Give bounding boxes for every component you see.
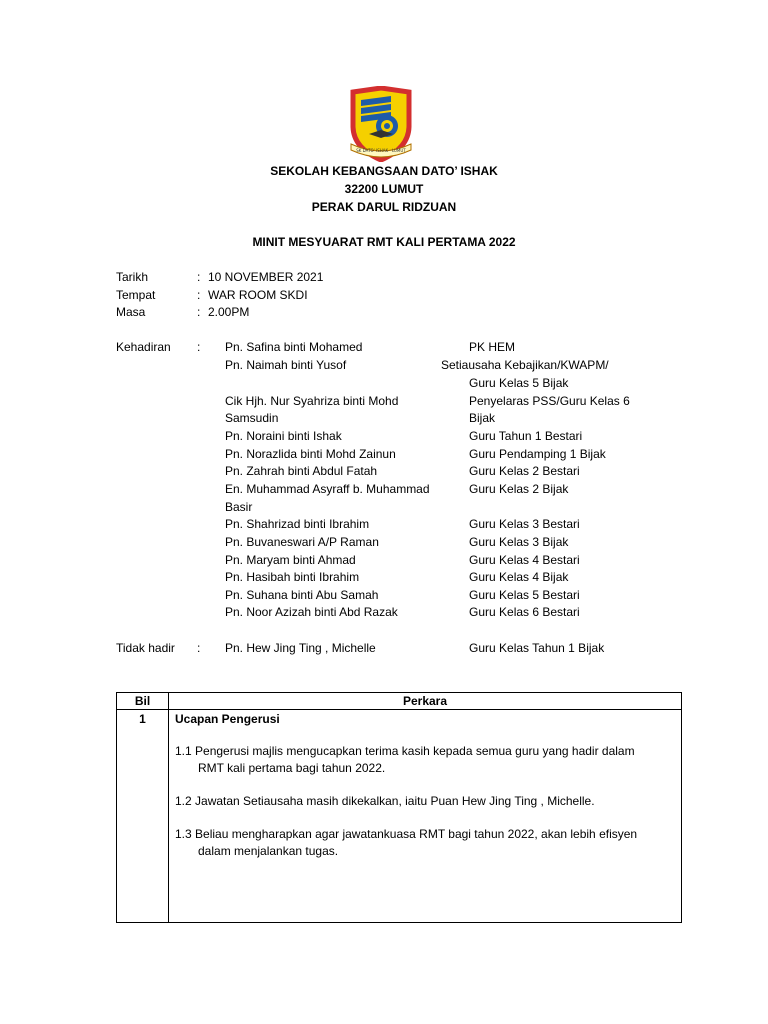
attendee-role: Guru Pendamping 1 Bijak (469, 447, 606, 461)
attendee-name: En. Muhammad Asyraff b. Muhammad (225, 482, 430, 496)
meta-label-date: Tarikh (116, 270, 149, 284)
attendee-role: Setiausaha Kebajikan/KWAPM/ (441, 358, 609, 372)
meta-colon: : (197, 305, 201, 319)
attendee-name: Pn. Noor Azizah binti Abd Razak (225, 605, 398, 619)
attendee-role: Guru Kelas 3 Bijak (469, 535, 569, 549)
absent-role: Guru Kelas Tahun 1 Bijak (469, 641, 605, 655)
attendee-role: Guru Kelas 5 Bestari (469, 588, 580, 602)
meta-label-time: Masa (116, 305, 146, 319)
attendee-role: Guru Tahun 1 Bestari (469, 429, 583, 443)
attendee-name: Pn. Noraini binti Ishak (225, 429, 342, 443)
attendee-role: Guru Kelas 4 Bestari (469, 553, 580, 567)
meta-value-time: 2.00PM (208, 305, 250, 319)
attendee-name: Cik Hjh. Nur Syahriza binti Mohd (225, 394, 399, 408)
agenda-item (175, 793, 673, 810)
school-name: SEKOLAH KEBANGSAAN DATO’ ISHAK (270, 164, 498, 178)
attendance-label: Kehadiran (116, 340, 171, 354)
absent-label: Tidak hadir (116, 641, 175, 655)
attendee-role: Guru Kelas 2 Bijak (469, 482, 569, 496)
absent-name: Pn. Hew Jing Ting , Michelle (225, 641, 376, 655)
school-crest-logo (347, 86, 415, 162)
attendee-role: Penyelaras PSS/Guru Kelas 6 (469, 394, 630, 408)
school-state: PERAK DARUL RIDZUAN (311, 200, 457, 214)
attendee-name: Basir (225, 500, 253, 514)
agenda-item-continuation: dalam menjalankan tugas. (198, 844, 339, 858)
attendee-role: Guru Kelas 4 Bijak (469, 570, 569, 584)
attendee-name: Pn. Naimah binti Yusof (225, 358, 347, 372)
column-header-perkara: Perkara (169, 693, 682, 710)
attendee-name: Pn. Hasibah binti Ibrahim (225, 570, 360, 584)
agenda-item (175, 826, 673, 860)
row-number: 1 (117, 710, 169, 923)
attendee-name: Pn. Maryam binti Ahmad (225, 553, 356, 567)
attendee-name: Pn. Buvaneswari A/P Raman (225, 535, 379, 549)
agenda-title: Ucapan Pengerusi (175, 712, 280, 726)
agenda-item-text: 1.3 Beliau mengharapkan agar jawatankuasa RMT bagi tahun 2022, akan lebih efisyen (175, 827, 638, 841)
agenda-item-text: 1.1 Pengerusi majlis mengucapkan terima kasih kepada semua guru yang hadir dalam (175, 744, 635, 758)
crest-banner-text: SK DATO' ISHAK · LUMUT (356, 148, 406, 153)
attendee-name: Pn. Safina binti Mohamed (225, 340, 363, 354)
meta-label-place: Tempat (116, 288, 156, 302)
table-row (117, 710, 682, 923)
school-postcode-city: 32200 LUMUT (344, 182, 424, 196)
attendee-name: Pn. Zahrah binti Abdul Fatah (225, 464, 378, 478)
agenda-item (175, 743, 673, 777)
attendee-name: Pn. Shahrizad binti Ibrahim (225, 517, 370, 531)
attendee-role: PK HEM (469, 340, 516, 354)
absent-colon: : (197, 641, 201, 655)
attendee-role: Guru Kelas 3 Bestari (469, 517, 580, 531)
attendee-name: Pn. Norazlida binti Mohd Zainun (225, 447, 396, 461)
attendee-name: Samsudin (225, 411, 279, 425)
table-header-row (117, 693, 682, 710)
meta-colon: : (197, 288, 201, 302)
attendee-name: Pn. Suhana binti Abu Samah (225, 588, 379, 602)
attendee-role: Guru Kelas 6 Bestari (469, 605, 580, 619)
agenda-table (116, 692, 682, 923)
document-title: MINIT MESYUARAT RMT KALI PERTAMA 2022 (252, 235, 516, 249)
meta-value-place: WAR ROOM SKDI (208, 288, 308, 302)
agenda-item-continuation: RMT kali pertama bagi tahun 2022. (198, 761, 386, 775)
attendee-role: Bijak (469, 411, 496, 425)
agenda-item-text: 1.2 Jawatan Setiausaha masih dikekalkan, iaitu Puan Hew Jing Ting , Michelle. (175, 794, 595, 808)
meta-colon: : (197, 270, 201, 284)
column-header-bil: Bil (117, 693, 169, 710)
attendee-role: Guru Kelas 5 Bijak (469, 376, 569, 390)
attendee-role: Guru Kelas 2 Bestari (469, 464, 580, 478)
agenda-content (169, 710, 682, 923)
attendance-colon: : (197, 340, 201, 354)
meta-value-date: 10 NOVEMBER 2021 (208, 270, 324, 284)
